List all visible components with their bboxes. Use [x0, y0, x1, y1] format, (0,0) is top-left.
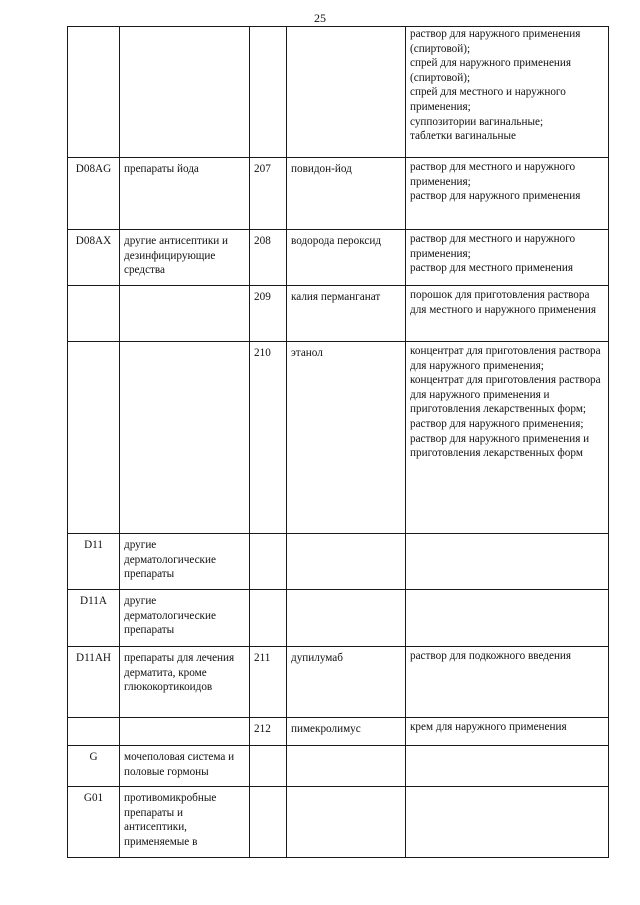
table-row: [68, 787, 609, 858]
atc-group-cell: мочеполовая система и половые гормоны: [120, 746, 250, 787]
dosage-form-cell: порошок для приготовления раствора для местного и наружного применения: [406, 286, 609, 342]
table-row: [68, 590, 609, 647]
drug-name-cell: калия перманганат: [287, 286, 406, 342]
atc-group-cell: противомикробные препараты и антисептики, применяемые в: [120, 787, 250, 858]
atc-group-cell: препараты йода: [120, 158, 250, 230]
item-number-cell: 208: [250, 230, 287, 286]
drug-name-cell: [287, 27, 406, 158]
atc-group-cell: [120, 27, 250, 158]
dosage-form-cell: раствор для подкожного введения: [406, 647, 609, 718]
table-row: [68, 158, 609, 230]
page-number: 25: [314, 11, 326, 25]
atc-code-cell: D11AH: [68, 647, 120, 718]
table-row: [68, 534, 609, 590]
atc-group-cell: [120, 342, 250, 534]
drug-name-cell: [287, 787, 406, 858]
item-number-cell: [250, 746, 287, 787]
dosage-form-cell: [406, 590, 609, 647]
medication-table: [67, 26, 609, 858]
dosage-form-cell: раствор для местного и наружного применения; раствор для наружного применения: [406, 158, 609, 230]
item-number-cell: 207: [250, 158, 287, 230]
atc-group-cell: [120, 286, 250, 342]
atc-code-cell: D08AX: [68, 230, 120, 286]
item-number-cell: 212: [250, 718, 287, 746]
atc-code-cell: [68, 27, 120, 158]
drug-name-cell: [287, 590, 406, 647]
atc-code-cell: D11: [68, 534, 120, 590]
dosage-form-cell: раствор для наружного применения (спиртовой); спрей для наружного применения (спиртовой); спрей для местного и наружного применения; суппозитории вагинальные; таблетки вагинальные: [406, 27, 609, 158]
table-row: [68, 718, 609, 746]
table-row: [68, 286, 609, 342]
item-number-cell: [250, 590, 287, 647]
drug-name-cell: пимекролимус: [287, 718, 406, 746]
atc-code-cell: [68, 342, 120, 534]
item-number-cell: [250, 787, 287, 858]
table-row: [68, 647, 609, 718]
atc-group-cell: другие антисептики и дезинфицирующие средства: [120, 230, 250, 286]
atc-code-cell: G: [68, 746, 120, 787]
item-number-cell: 211: [250, 647, 287, 718]
dosage-form-cell: крем для наружного применения: [406, 718, 609, 746]
atc-code-cell: D08AG: [68, 158, 120, 230]
atc-code-cell: [68, 286, 120, 342]
atc-group-cell: препараты для лечения дерматита, кроме глюкокортикоидов: [120, 647, 250, 718]
table-row: [68, 27, 609, 158]
table-row: [68, 342, 609, 534]
drug-name-cell: повидон-йод: [287, 158, 406, 230]
atc-group-cell: [120, 718, 250, 746]
dosage-form-cell: [406, 787, 609, 858]
item-number-cell: 210: [250, 342, 287, 534]
item-number-cell: [250, 534, 287, 590]
drug-name-cell: [287, 534, 406, 590]
table-row: [68, 746, 609, 787]
atc-group-cell: другие дерматологические препараты: [120, 590, 250, 647]
item-number-cell: [250, 27, 287, 158]
drug-name-cell: дупилумаб: [287, 647, 406, 718]
drug-name-cell: этанол: [287, 342, 406, 534]
drug-name-cell: водорода пероксид: [287, 230, 406, 286]
atc-code-cell: G01: [68, 787, 120, 858]
dosage-form-cell: раствор для местного и наружного применения; раствор для местного применения: [406, 230, 609, 286]
atc-code-cell: D11A: [68, 590, 120, 647]
table-row: [68, 230, 609, 286]
atc-code-cell: [68, 718, 120, 746]
drug-name-cell: [287, 746, 406, 787]
dosage-form-cell: [406, 534, 609, 590]
dosage-form-cell: концентрат для приготовления раствора для наружного применения; концентрат для приготовления раствора для наружного применения и приготовления лекарственных форм; раствор для наружного применения; раствор для наружного применения и приготовления лекарственных форм: [406, 342, 609, 534]
item-number-cell: 209: [250, 286, 287, 342]
dosage-form-cell: [406, 746, 609, 787]
atc-group-cell: другие дерматологические препараты: [120, 534, 250, 590]
